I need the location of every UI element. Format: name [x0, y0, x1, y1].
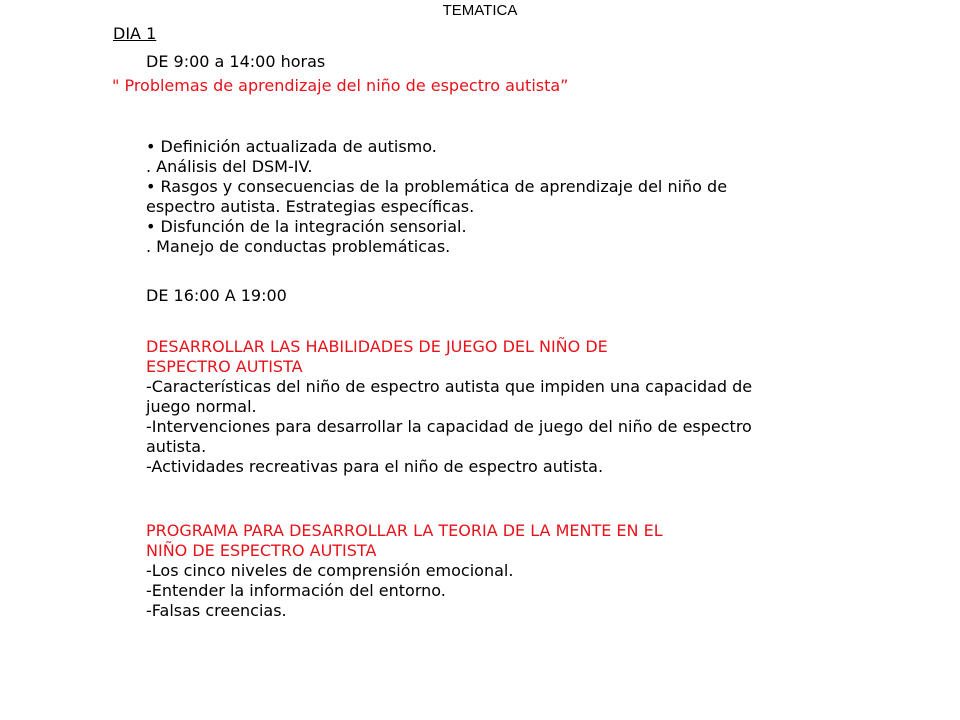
session3-heading: NIÑO DE ESPECTRO AUTISTA [146, 541, 377, 560]
list-item: -Entender la información del entorno. [146, 581, 446, 600]
session3-block [146, 521, 926, 621]
page-title: TEMATICA [442, 2, 518, 19]
list-item: -Características del niño de espectro autista que impiden una capacidad de [146, 377, 753, 396]
list-item: • Rasgos y consecuencias de la problemática de aprendizaje del niño de [146, 177, 728, 196]
session3-heading: PROGRAMA PARA DESARROLLAR LA TEORIA DE LA MENTE EN EL [146, 521, 663, 540]
list-item: espectro autista. Estrategias específicas. [146, 197, 475, 216]
session1-list [146, 137, 926, 257]
list-item: • Definición actualizada de autismo. [146, 137, 437, 156]
session1-time: DE 9:00 a 14:00 horas [146, 52, 326, 71]
list-item: autista. [146, 437, 207, 456]
list-item: . Manejo de conductas problemáticas. [146, 237, 451, 256]
session2-heading: ESPECTRO AUTISTA [146, 357, 303, 376]
list-item: -Intervenciones para desarrollar la capacidad de juego del niño de espectro [146, 417, 752, 436]
session2-time: DE 16:00 A 19:00 [146, 286, 287, 305]
day-heading: DIA 1 [113, 24, 157, 43]
list-item: -Actividades recreativas para el niño de espectro autista. [146, 457, 604, 476]
session2-heading: DESARROLLAR LAS HABILIDADES DE JUEGO DEL NIÑO DE [146, 337, 608, 356]
list-item: • Disfunción de la integración sensorial. [146, 217, 467, 236]
list-item: juego normal. [146, 397, 257, 416]
list-item: . Análisis del DSM-IV. [146, 157, 313, 176]
session2-block [146, 337, 926, 477]
session1-topic: " Problemas de aprendizaje del niño de espectro autista” [112, 76, 569, 95]
list-item: -Los cinco niveles de comprensión emocional. [146, 561, 514, 580]
list-item: -Falsas creencias. [146, 601, 287, 620]
